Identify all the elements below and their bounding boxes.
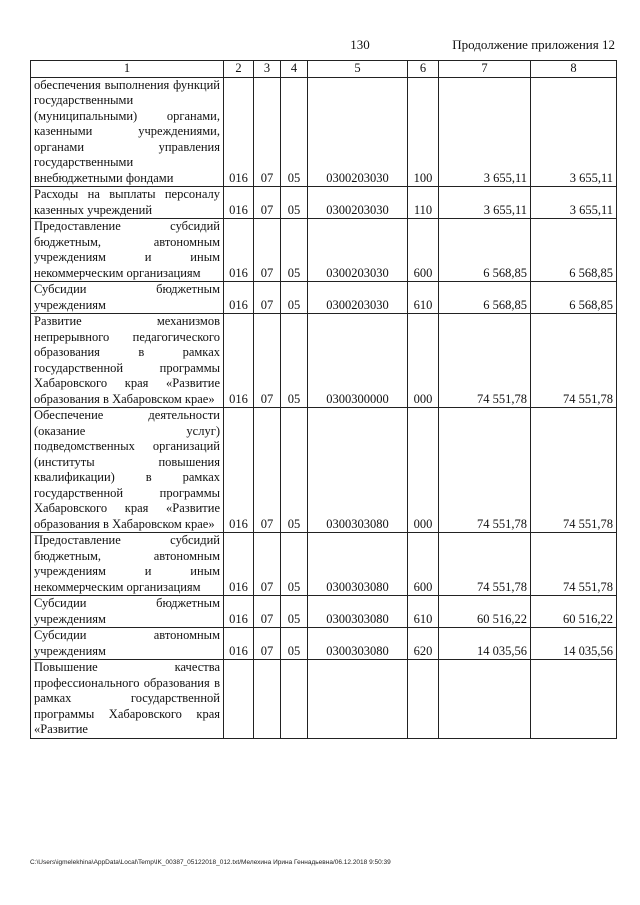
budget-table [30,60,617,739]
table-row [31,282,617,314]
amount-col-7: 6 568,85 [439,282,531,314]
table-row [31,628,617,660]
expense-item-name: Предоставление субсидий бюджетным, автономным учреждениям и иным некоммерческим организациям [31,533,224,596]
amount-col-7: 14 035,56 [439,628,531,660]
table-row [31,408,617,533]
target-article-code [308,660,408,739]
expense-type-code: 600 [408,533,439,596]
document-footer-path: C:\Users\igmelekhina\AppData\Local\Temp\IK_00387_05122018_012.txt/Мелехина Ирина Геннадьевна/06.12.2018 9:50:39 [30,859,391,866]
amount-col-8: 74 551,78 [531,533,617,596]
target-article-code: 0300203030 [308,282,408,314]
amount-col-8: 14 035,56 [531,628,617,660]
expense-type-code: 600 [408,219,439,282]
section-code: 07 [254,219,281,282]
amount-col-7: 6 568,85 [439,219,531,282]
section-code: 07 [254,77,281,187]
subsection-code [281,660,308,739]
column-header: 2 [224,61,254,78]
expense-type-code: 620 [408,628,439,660]
expense-item-name: Повышение качества профессионального образования в рамках государственной программы Хабаровского края «Развитие [31,660,224,739]
section-code: 07 [254,408,281,533]
amount-col-8: 74 551,78 [531,314,617,408]
table-row [31,660,617,739]
column-number-row [31,61,617,78]
column-header: 6 [408,61,439,78]
amount-col-8: 60 516,22 [531,596,617,628]
page-number: 130 [350,37,370,52]
subsection-code: 05 [281,628,308,660]
section-code: 07 [254,628,281,660]
amount-col-8: 6 568,85 [531,219,617,282]
section-code: 07 [254,187,281,219]
target-article-code: 0300303080 [308,596,408,628]
ministry-code [224,660,254,739]
column-header: 5 [308,61,408,78]
amount-col-8: 3 655,11 [531,77,617,187]
subsection-code: 05 [281,77,308,187]
amount-col-7: 3 655,11 [439,187,531,219]
table-row [31,187,617,219]
amount-col-8: 74 551,78 [531,408,617,533]
table-row [31,77,617,187]
amount-col-7: 74 551,78 [439,408,531,533]
column-header: 1 [31,61,224,78]
subsection-code: 05 [281,408,308,533]
target-article-code: 0300203030 [308,187,408,219]
section-code [254,660,281,739]
column-header: 4 [281,61,308,78]
expense-type-code: 000 [408,314,439,408]
subsection-code: 05 [281,282,308,314]
expense-type-code: 100 [408,77,439,187]
amount-col-7: 74 551,78 [439,533,531,596]
table-row [31,314,617,408]
target-article-code: 0300203030 [308,219,408,282]
amount-col-8 [531,660,617,739]
ministry-code: 016 [224,77,254,187]
expense-item-name: Расходы на выплаты персоналу казенных учреждений [31,187,224,219]
ministry-code: 016 [224,408,254,533]
target-article-code: 0300300000 [308,314,408,408]
amount-col-7: 3 655,11 [439,77,531,187]
target-article-code: 0300303080 [308,533,408,596]
section-code: 07 [254,282,281,314]
column-header: 3 [254,61,281,78]
subsection-code: 05 [281,533,308,596]
expense-item-name: Субсидии автономным учреждениям [31,628,224,660]
target-article-code: 0300203030 [308,77,408,187]
target-article-code: 0300303080 [308,628,408,660]
appendix-continuation-label: Продолжение приложения 12 [452,37,615,52]
amount-col-7 [439,660,531,739]
column-header: 7 [439,61,531,78]
expense-item-name: Субсидии бюджетным учреждениям [31,596,224,628]
table-row [31,533,617,596]
ministry-code: 016 [224,314,254,408]
ministry-code: 016 [224,282,254,314]
expense-type-code: 000 [408,408,439,533]
ministry-code: 016 [224,219,254,282]
ministry-code: 016 [224,187,254,219]
target-article-code: 0300303080 [308,408,408,533]
amount-col-7: 74 551,78 [439,314,531,408]
column-header: 8 [531,61,617,78]
amount-col-8: 3 655,11 [531,187,617,219]
expense-item-name: Предоставление субсидий бюджетным, автономным учреждениям и иным некоммерческим организациям [31,219,224,282]
expense-type-code [408,660,439,739]
subsection-code: 05 [281,314,308,408]
subsection-code: 05 [281,596,308,628]
expense-item-name: обеспечения выполнения функций государственными (муниципальными) органами, казенными учреждениями, органами управления государственными внебюджетными фондами [31,77,224,187]
ministry-code: 016 [224,533,254,596]
section-code: 07 [254,314,281,408]
ministry-code: 016 [224,596,254,628]
expense-type-code: 610 [408,596,439,628]
table-row [31,596,617,628]
subsection-code: 05 [281,187,308,219]
expense-type-code: 110 [408,187,439,219]
section-code: 07 [254,533,281,596]
section-code: 07 [254,596,281,628]
subsection-code: 05 [281,219,308,282]
expense-item-name: Субсидии бюджетным учреждениям [31,282,224,314]
expense-type-code: 610 [408,282,439,314]
amount-col-8: 6 568,85 [531,282,617,314]
amount-col-7: 60 516,22 [439,596,531,628]
expense-item-name: Развитие механизмов непрерывного педагогического образования в рамках государственной программы Хабаровского края «Развитие образования в Хабаровском крае» [31,314,224,408]
table-row [31,219,617,282]
ministry-code: 016 [224,628,254,660]
expense-item-name: Обеспечение деятельности (оказание услуг) подведомственных организаций (институты повышения квалификации) в рамках государственной программы Хабаровского края «Развитие образования в Хабаровском крае» [31,408,224,533]
